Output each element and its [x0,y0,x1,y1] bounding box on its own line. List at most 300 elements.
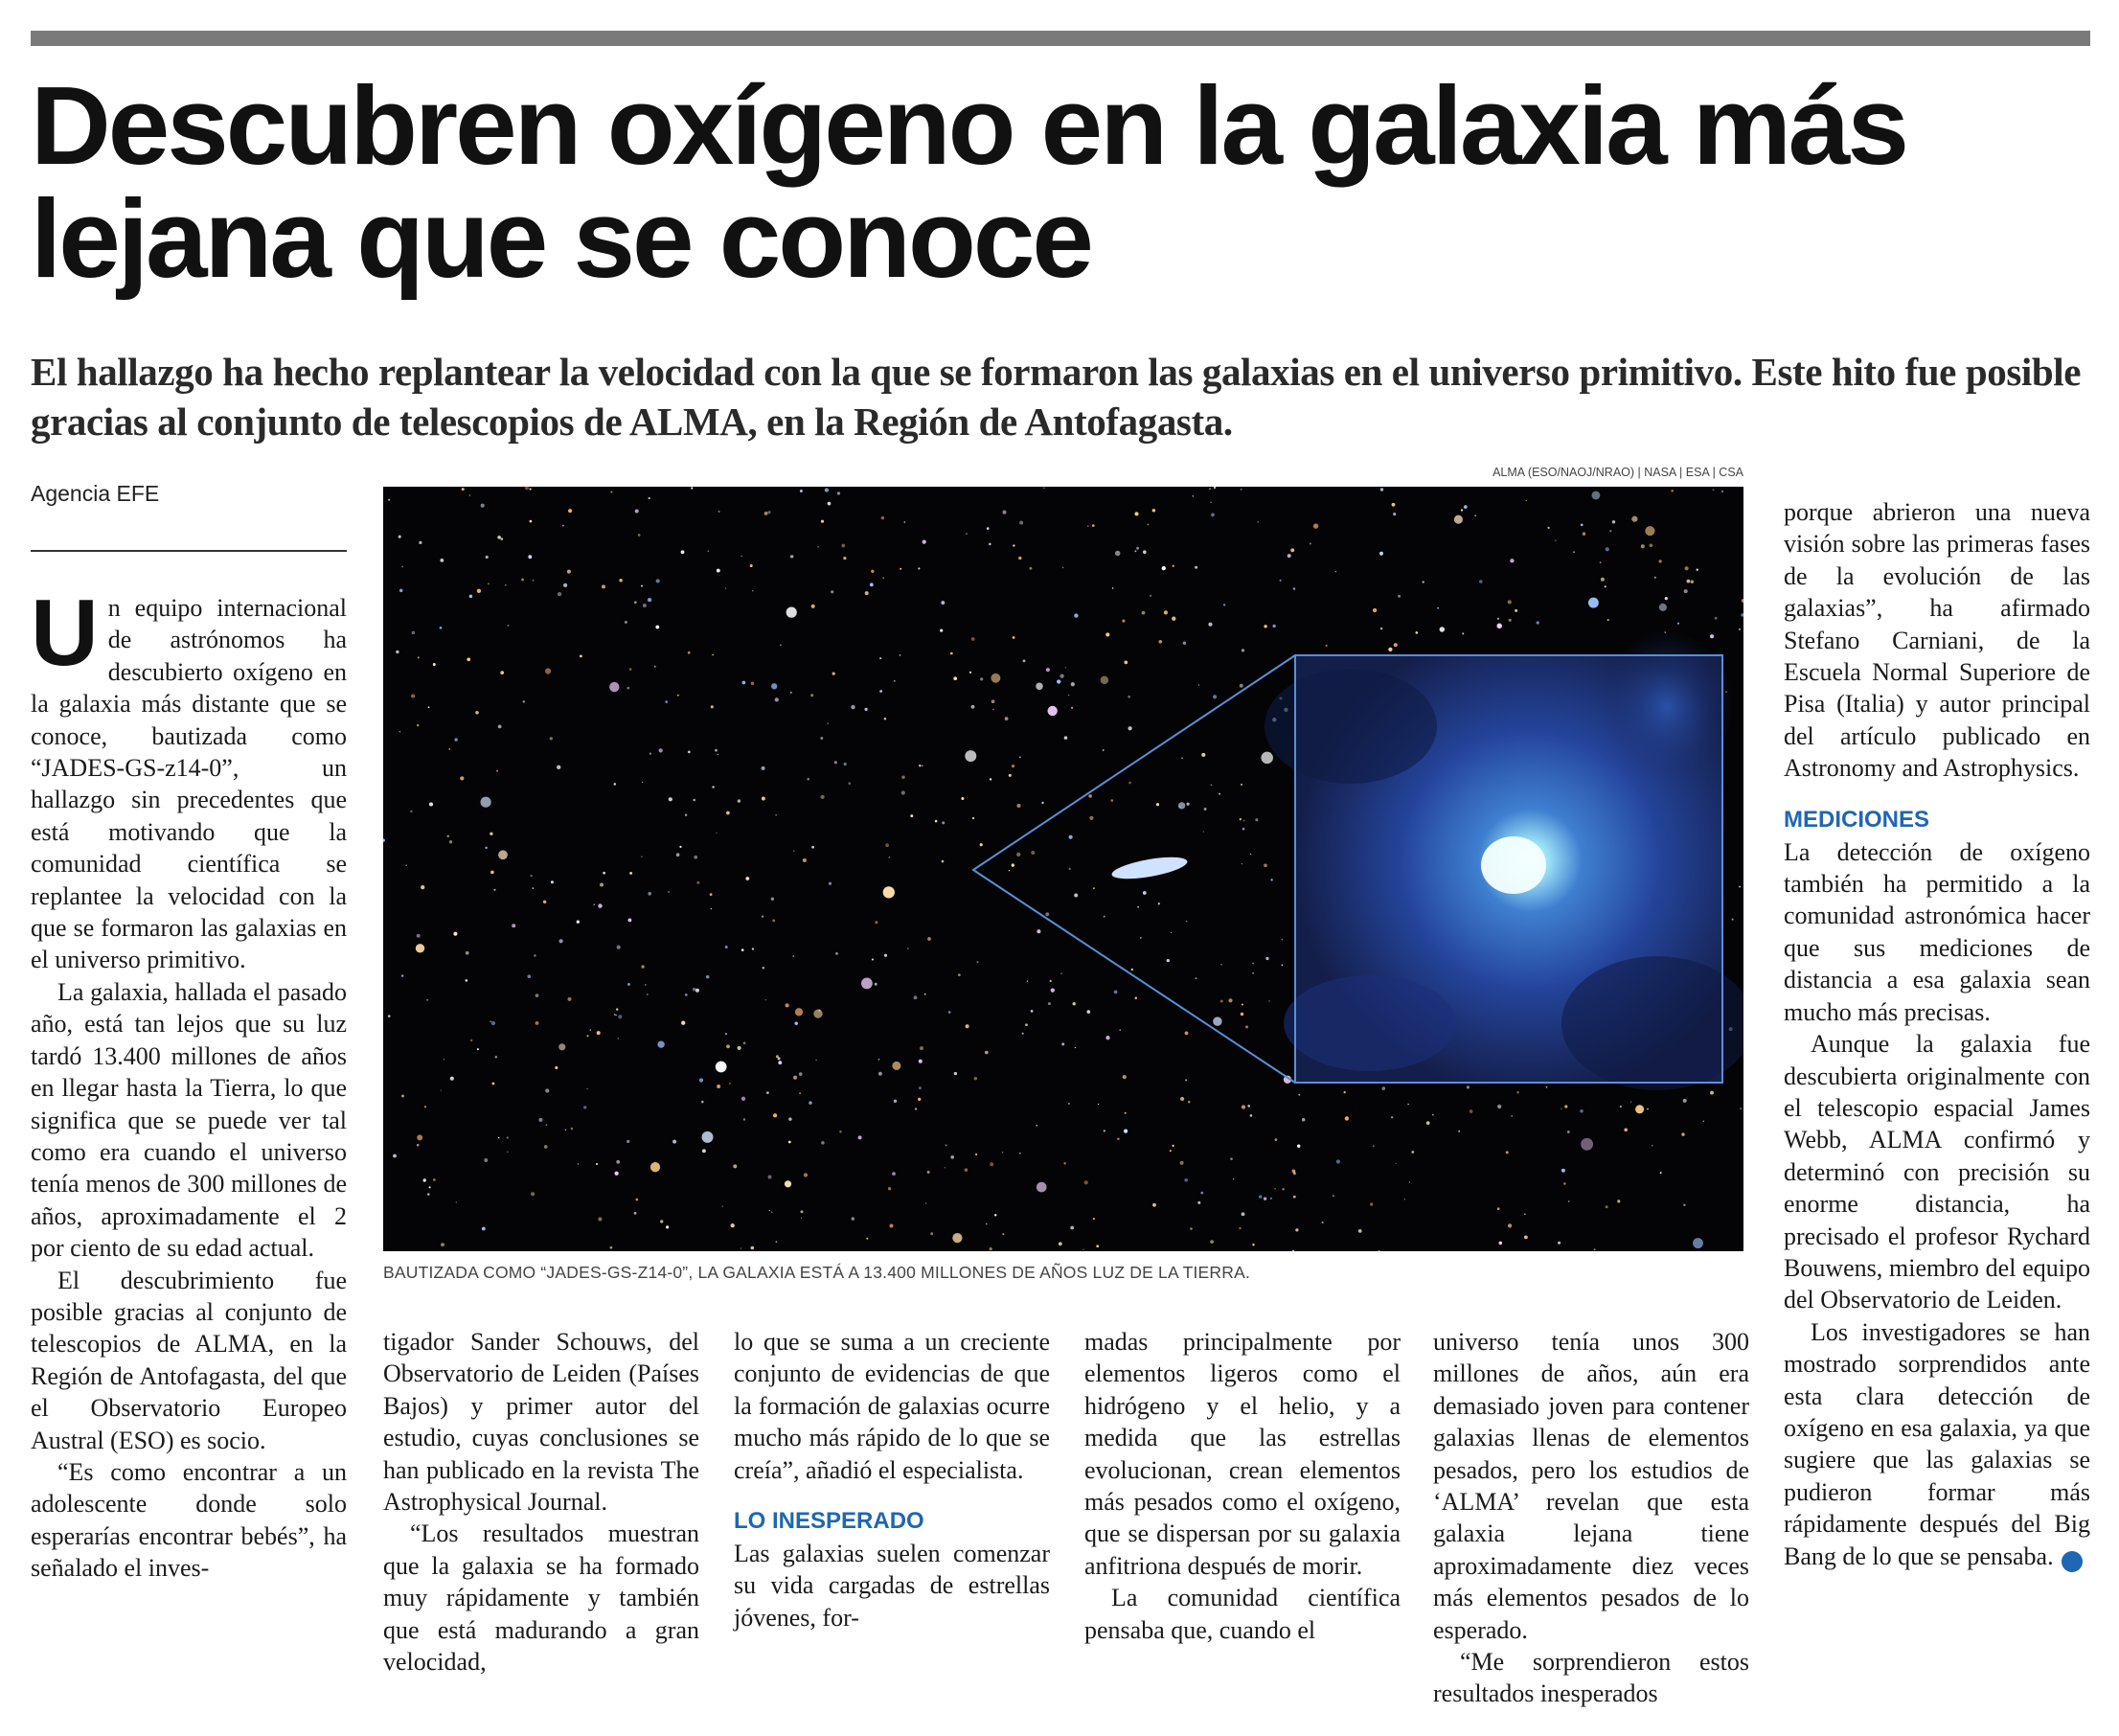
star [986,1223,988,1225]
star [614,1172,618,1176]
star [1046,668,1050,672]
star [594,904,595,905]
star [1242,828,1245,831]
star [530,520,533,523]
star [1252,963,1254,965]
star [1252,1244,1254,1245]
star [799,1092,801,1094]
star [1282,939,1283,940]
star [1268,1000,1270,1002]
star [915,1108,917,1109]
star [919,765,921,766]
star [1143,891,1147,895]
star [803,858,807,862]
star [551,880,554,883]
star [643,604,647,607]
star [668,891,669,892]
star [467,657,470,661]
paragraph: Aunque la galaxia fue descubierta originalmente con el telescopio espacial James Webb, ALMA confirmó y determinó con precisión su enorme distancia, ha precisado el profesor Rychard Bouwens, miembro del equipo del Observatorio de Leiden. [1784,1030,2090,1314]
star [741,948,744,951]
star [1264,625,1266,628]
star [454,738,457,741]
star [694,856,697,859]
star [919,1086,922,1089]
star [786,1003,789,1007]
star [1275,1138,1278,1141]
star [1697,569,1698,571]
star [992,709,994,711]
star [615,1015,617,1016]
star [617,946,621,949]
star [1228,998,1232,1002]
star [1393,513,1396,515]
star [1458,1131,1460,1132]
star [634,601,637,604]
star [972,817,974,819]
star [1185,1079,1187,1081]
star [412,631,416,635]
star [741,681,745,685]
star [861,978,873,990]
star [1063,1162,1065,1164]
star [1685,566,1689,570]
star [1119,1029,1121,1031]
star [1031,851,1035,855]
star [971,705,975,709]
star [1060,972,1062,974]
star [825,488,829,491]
star [1105,1036,1109,1039]
star [482,1227,486,1231]
star [879,690,882,693]
star [1333,1195,1334,1197]
top-rule [31,31,2090,46]
star [393,1154,397,1158]
star [465,979,467,982]
star [1180,1161,1184,1165]
star [831,590,833,593]
star [892,1062,900,1070]
star [764,512,768,515]
star [883,886,895,898]
star [641,965,644,968]
star [1073,1002,1076,1005]
star [1462,632,1464,634]
star [401,1095,404,1098]
star [741,556,742,558]
star [771,898,774,901]
star [1125,1112,1127,1114]
star [469,595,473,599]
star [1005,717,1009,720]
star [1683,1204,1685,1206]
star [419,541,422,544]
star [543,901,546,903]
star [681,550,685,554]
star [832,673,835,675]
star [927,937,931,941]
star [1677,623,1679,625]
star [725,587,726,588]
star [1062,567,1064,569]
star [1392,503,1396,507]
star [1220,964,1221,965]
star [1310,542,1311,544]
star [1027,981,1028,982]
star [1012,863,1014,866]
star [1270,1198,1272,1199]
star [1252,972,1254,974]
star [765,999,766,1000]
star [1009,774,1012,777]
star [1025,1023,1028,1026]
star [878,1072,882,1076]
star [712,786,714,788]
star [1641,544,1645,548]
star [717,1085,720,1088]
star [801,1210,804,1213]
star [729,1083,730,1084]
star [1479,580,1483,583]
star [696,881,699,884]
star [935,820,938,823]
star [1069,835,1073,839]
star [994,1214,996,1216]
star [1546,1086,1548,1088]
star [966,533,968,535]
star [1326,645,1328,647]
star [1498,1242,1502,1245]
star [733,1164,737,1168]
star [523,700,525,702]
star [1048,706,1058,716]
star [1037,1182,1047,1193]
star [417,1134,422,1140]
star [450,1077,454,1081]
star [495,1056,498,1059]
star [1511,1115,1513,1117]
star [647,994,649,995]
star [538,1118,542,1122]
star [741,1097,745,1101]
star [1162,566,1166,570]
star [440,559,444,562]
star [1093,887,1095,889]
star [1394,643,1398,647]
star [930,1232,933,1235]
star [1208,623,1212,627]
star [743,1118,745,1120]
star [1241,489,1242,491]
star [544,1145,548,1149]
star [485,847,487,849]
star [1041,802,1043,804]
star [1691,581,1694,583]
star [875,983,877,986]
star [568,509,572,513]
star [677,695,679,697]
star [918,567,920,569]
star [530,488,532,490]
star [590,1029,591,1030]
star [656,579,660,582]
star [718,511,720,513]
paragraph: madas principalmente por elementos ligeros como el hidrógeno y el helio, y a medida que las estrellas evolucionan, crean elementos más pesados como el oxígeno, que se dispersan por su galaxia anfitriona después de morir. [1084,1328,1401,1580]
star [429,802,433,806]
star [1274,1188,1276,1190]
star [1211,784,1213,786]
star [795,1008,803,1016]
star [1196,977,1197,979]
star [417,1144,420,1147]
star [429,1186,431,1188]
star [563,583,567,587]
star [1411,1151,1414,1154]
star [535,994,539,997]
star [1336,1159,1340,1163]
star [534,954,535,956]
star [1230,1157,1233,1160]
star [500,537,503,540]
star [629,668,632,671]
star [1250,854,1251,855]
star [1665,597,1668,600]
star [507,1136,509,1138]
star [707,550,709,552]
star [1470,1109,1473,1113]
star [614,783,617,786]
star [821,795,825,799]
star [480,797,490,808]
star [1172,617,1175,621]
star [648,598,651,602]
star [1474,514,1476,516]
star [950,1155,954,1159]
star [1524,1214,1525,1215]
star [618,1038,619,1039]
star [1171,932,1172,933]
star [1093,1218,1095,1220]
star [685,813,687,815]
star [711,705,714,708]
star [1203,831,1204,832]
star [498,1137,500,1139]
star [627,687,629,690]
star [1583,532,1586,536]
star [1282,1188,1284,1190]
star [790,692,792,694]
star [1280,580,1282,582]
star [743,1041,746,1044]
star [1084,1180,1088,1184]
star [1509,619,1512,622]
star [1096,1245,1099,1247]
star [1193,495,1194,496]
star [1515,609,1517,612]
star [645,984,647,986]
star [1620,1106,1622,1108]
star [1721,491,1723,492]
star [971,637,975,641]
star [858,1135,862,1139]
star [636,1199,639,1201]
star [1547,527,1549,529]
star [702,1131,714,1143]
star [600,882,604,886]
star [1016,853,1020,857]
star [1075,1047,1076,1048]
star [953,676,957,680]
star [1152,1203,1156,1207]
star [969,672,971,674]
star [710,893,713,896]
star [1181,757,1183,759]
star [1213,695,1217,698]
star [1019,521,1023,525]
star [1115,551,1121,557]
star [1659,604,1667,611]
star [1671,490,1674,492]
star [919,1060,923,1063]
star [1423,581,1424,582]
star [567,570,571,574]
star [1185,1032,1189,1036]
star [641,585,643,587]
star [800,490,803,492]
star [1264,863,1267,867]
star [1287,554,1291,558]
star [1086,1010,1090,1014]
star [804,1173,808,1176]
star [716,1062,727,1073]
star [1134,512,1138,515]
star [1313,523,1318,528]
star [1588,598,1599,608]
star [1713,489,1715,491]
star [1210,502,1211,503]
star [1601,578,1605,582]
star [910,814,913,817]
star [427,1193,429,1195]
paragraph: “Los resultados muestran que la galaxia se ha formado muy rápidamente y también que está madurando a gran velocidad, [383,1519,699,1677]
star [940,628,943,631]
star [762,915,763,917]
star [1104,916,1105,918]
column-4 [1084,1326,1401,1646]
star [882,577,884,579]
star [1068,1103,1070,1105]
star [498,725,502,729]
star [1558,1242,1561,1245]
star [1122,620,1125,623]
star [558,1043,565,1050]
paragraph: La detección de oxígeno también ha permitido a la comunidad astronómica hacer que sus mediciones de distancia a esa galaxia sean mucho más precisas. [1784,837,2090,1026]
star [987,527,990,530]
star [441,1243,444,1246]
star [1617,1199,1620,1202]
star [598,903,602,907]
star [568,997,572,1001]
star [1223,604,1225,605]
star [835,952,838,955]
star [942,860,945,863]
star [688,751,691,754]
star [627,918,631,922]
star [885,843,889,847]
star [1432,1114,1433,1115]
star [1103,749,1105,751]
star [1143,550,1147,554]
star [1170,1150,1172,1152]
star [773,1113,777,1117]
star [609,682,619,692]
star [507,625,509,627]
star [469,494,471,496]
star [1703,1121,1705,1123]
star [433,1178,436,1181]
star [1059,1242,1062,1245]
star [1057,679,1060,683]
star [738,799,741,802]
star [827,722,828,723]
column-3 [734,1326,1050,1633]
star [1173,565,1174,567]
star [1409,1181,1410,1182]
star [1282,965,1284,967]
star [496,770,498,772]
column-5 [1433,1326,1749,1710]
star [618,1015,622,1018]
star [1186,803,1189,806]
paragraph: Un equipo internacional de astrónomos ha descubierto oxígeno en la galaxia más distante que se conoce, bautizada como “JADES-GS-z14-0”, un hallazgo sin precedentes que está motivando que la comunidad científica se replantee la velocidad con la que se formaron las galaxias en el universo primitivo. [31,580,347,974]
star [1104,1130,1105,1131]
star [545,1088,549,1092]
star [1564,1105,1567,1108]
star [1140,937,1142,939]
star [1065,667,1067,669]
star [627,1140,629,1143]
star [1437,607,1439,609]
star [1563,1182,1565,1184]
star [991,699,995,703]
star [894,1100,897,1103]
star [657,1041,664,1048]
star [619,579,623,582]
star [923,540,926,544]
star [488,582,490,584]
star [801,1218,802,1219]
star [650,1162,660,1172]
star [1652,1145,1653,1147]
star [1186,921,1187,922]
star [679,846,681,848]
star [738,1046,741,1050]
star [672,1140,676,1144]
star [669,797,672,801]
star [565,1130,566,1131]
star [1660,1172,1662,1174]
star [1526,500,1527,501]
star [441,1089,442,1090]
star [1198,684,1199,685]
star [1561,1169,1565,1173]
star [762,797,765,801]
star [751,1246,755,1250]
star [1358,1229,1362,1233]
star [1074,894,1078,898]
star [1002,511,1006,514]
star [448,748,450,750]
